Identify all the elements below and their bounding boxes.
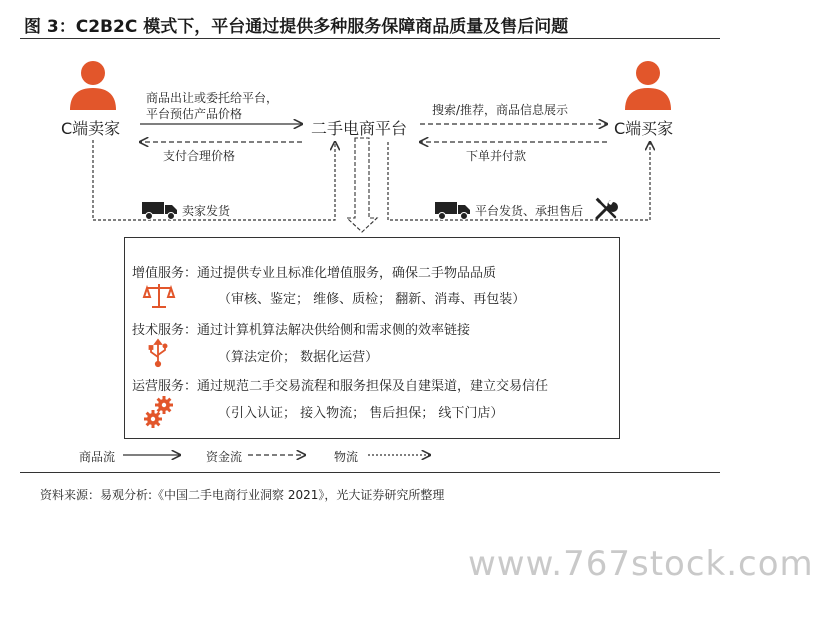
- platform-node: 二手电商平台: [311, 119, 408, 138]
- tools-icon: [594, 197, 618, 221]
- gears-icon: [144, 396, 174, 428]
- service-tech-title: 技术服务：通过计算机算法解决供给侧和需求侧的效率链接: [132, 323, 471, 338]
- service-ops-title: 运营服务：通过规范二手交易流程和服务担保及自建渠道，建立交易信任: [132, 379, 549, 394]
- platform-to-seller-label: 支付合理价格: [163, 149, 236, 163]
- seller-ship-label: 卖家发货: [182, 204, 231, 218]
- buyer-node: C端买家: [614, 119, 674, 138]
- seller-to-platform-label-1: 商品出让或委托给平台，: [146, 91, 279, 105]
- legend-logistics-label: 物流: [334, 450, 359, 464]
- seller-node: C端卖家: [61, 119, 121, 138]
- watermark: www.767stock.com: [468, 544, 814, 584]
- buyer-to-platform-label: 下单并付款: [466, 149, 527, 163]
- figure-title: 图 3：C2B2C 模式下，平台通过提供多种服务保障商品质量及售后问题: [24, 17, 569, 37]
- source-divider: [20, 472, 720, 473]
- seller-to-platform-label-2: 平台预估产品价格: [146, 107, 243, 121]
- platform-to-buyer-label: 搜索/推荐，商品信息展示: [432, 103, 569, 117]
- service-ops-detail: （引入认证； 接入物流； 售后担保； 线下门店）: [218, 406, 504, 421]
- legend-money-label: 资金流: [206, 450, 243, 464]
- seller-ship-path: [93, 140, 335, 220]
- platform-to-services-arrow: [347, 138, 377, 232]
- platform-truck-icon: [434, 199, 472, 221]
- scale-icon: [143, 282, 175, 310]
- legend-goods-label: 商品流: [79, 450, 116, 464]
- service-value-added-detail: （审核、鉴定； 维修、质检； 翻新、消毒、再包装）: [218, 292, 526, 307]
- source-note: 资料来源：易观分析:《中国二手电商行业洞察 2021》，光大证券研究所整理: [40, 488, 445, 502]
- seller-truck-icon: [141, 199, 179, 221]
- service-tech-detail: （算法定价； 数据化运营）: [218, 350, 379, 365]
- platform-ship-label: 平台发货、承担售后: [475, 204, 584, 218]
- service-value-added-title: 增值服务：通过提供专业且标准化增值服务，确保二手物品品质: [132, 266, 497, 281]
- usb-icon: [148, 339, 168, 367]
